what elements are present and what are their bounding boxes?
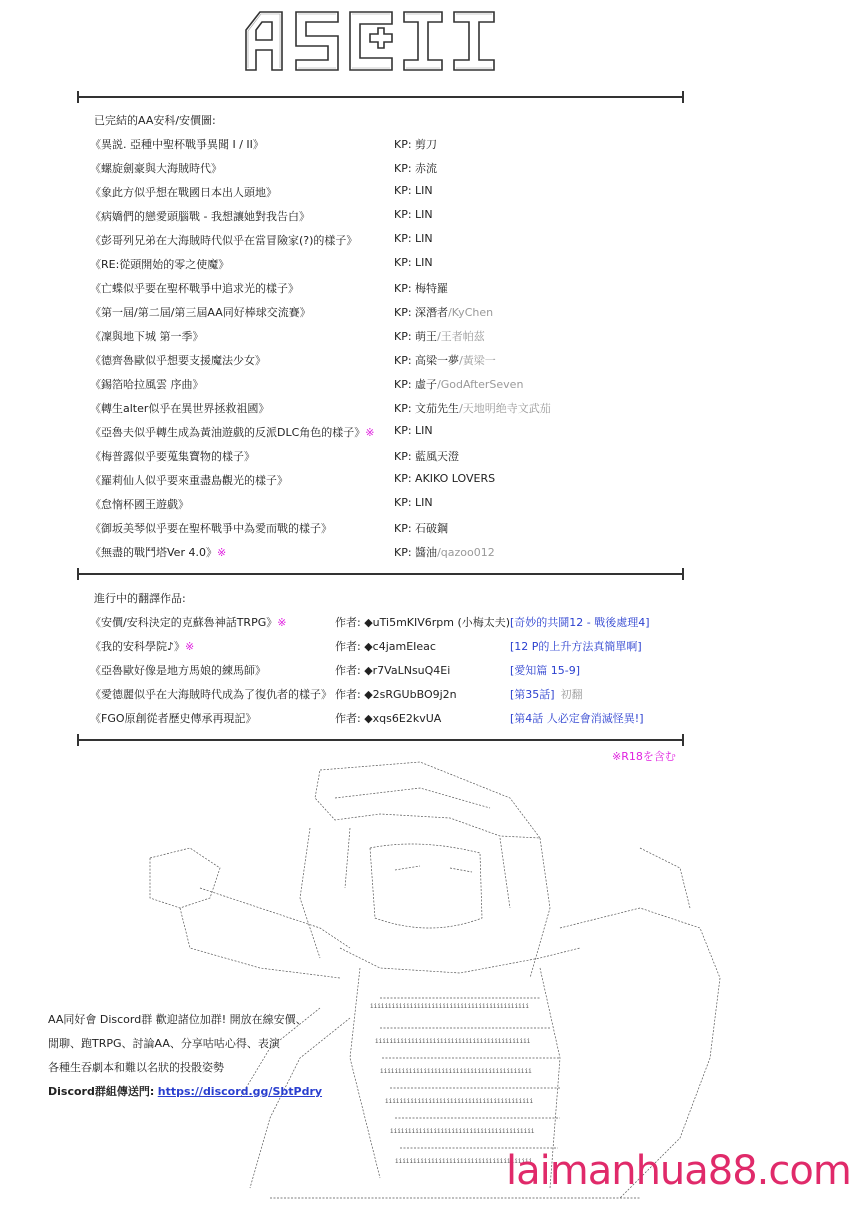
completed-item-kp-text: KP: 赤流: [394, 162, 438, 175]
completed-item-kp: [394, 496, 433, 509]
ongoing-item-title-text: 《亞魯歐好像是地方馬娘的練馬師》: [90, 664, 266, 677]
completed-item-kp: [394, 352, 496, 368]
completed-item-title: [90, 400, 269, 416]
completed-item-kp-text: KP: 石破鋼: [394, 522, 449, 535]
completed-item-kp: [394, 304, 493, 320]
divider-top: [77, 96, 684, 98]
watermark: laimanhua88.com: [506, 1148, 851, 1194]
completed-item-kp-text: KP: LIN: [394, 232, 433, 245]
completed-item-kp: [394, 232, 433, 245]
ongoing-item-title-text: 《安價/安科決定的克蘇魯神話TRPG》: [90, 616, 278, 629]
completed-item-kp-text: KP: LIN: [394, 496, 433, 509]
ongoing-item-title: [90, 686, 332, 702]
ongoing-item-chapter-extra: 初翻: [560, 688, 583, 701]
completed-item-kp-text: KP: LIN: [394, 424, 433, 437]
completed-item-kp-extra: /天地明绝寺文武茄: [459, 402, 551, 415]
completed-item-title-text: 《RE:從頭開始的零之使魔》: [90, 258, 230, 271]
ongoing-item-title: [90, 662, 266, 678]
completed-item-title-text: 《亡蝶似乎要在聖杯戰爭中追求光的樣子》: [90, 282, 299, 295]
completed-item-kp: [394, 328, 485, 344]
ascii-logo-graphic: [238, 6, 508, 76]
completed-item-title-text: 《亞魯夫似乎轉生成為黃油遊戲的反派DLC角色的樣子》: [90, 426, 366, 439]
discord-portal-label: Discord群組傳送門:: [48, 1085, 155, 1098]
ongoing-item-chapter-text[interactable]: [12 P的上升方法真簡單啊]: [510, 640, 642, 653]
ongoing-item-title-text: 《我的安科學院♪》: [90, 640, 186, 653]
completed-item-title: [90, 544, 226, 560]
completed-item-kp: [394, 448, 459, 464]
completed-item-title-text: 《異説. 亞種中聖杯戰爭異聞 I / II》: [90, 138, 264, 151]
completed-item-kp: [394, 400, 551, 416]
completed-item-kp-text: KP: 萌王: [394, 330, 438, 343]
ongoing-item-author: 作者: ◆uTi5mKIV6rpm (小梅太夫): [335, 616, 511, 629]
discord-line-3: 各種生吞劇本和難以名狀的投骰姿勢: [48, 1061, 224, 1074]
completed-item-kp-text: KP: 藍風天澄: [394, 450, 460, 463]
completed-item-kp-text: KP: AKIKO LOVERS: [394, 472, 496, 485]
ongoing-item-chapter-text[interactable]: [奇妙的共鬪12 - 戰後處理4]: [510, 616, 650, 629]
r18-mark: ※: [277, 616, 287, 629]
completed-item-title: [90, 232, 357, 248]
discord-portal: [48, 1080, 322, 1104]
ongoing-item-chapter-text[interactable]: [愛知篇 15-9]: [510, 664, 581, 677]
completed-item-kp-extra: /黃梁一: [459, 354, 496, 367]
completed-item-kp-text: KP: 梅特羅: [394, 282, 449, 295]
completed-item-kp: [394, 544, 495, 560]
completed-item-title: [90, 160, 222, 176]
discord-line-2: 閒聊、跑TRPG、討論AA、分享咕咕心得、表演: [48, 1037, 280, 1050]
completed-item-title-text: 《梅普露似乎要蒐集寶物的樣子》: [90, 450, 255, 463]
discord-link[interactable]: https://discord.gg/SbtPdry: [157, 1085, 323, 1098]
ongoing-item-chapter[interactable]: [510, 638, 642, 654]
ongoing-item-author: 作者: ◆xqs6E2kvUA: [335, 712, 442, 725]
completed-item-kp-extra: /KyChen: [448, 306, 494, 319]
completed-item-kp: [394, 256, 433, 269]
ascii-logo: [238, 6, 508, 76]
divider-bottom: [77, 739, 684, 741]
art-texture-2: iiiiiiiiiiiiiiiiiiiiiiiiiiiiiiiiiiiiiiiiiii: [375, 1038, 531, 1045]
completed-item-kp-text: KP: LIN: [394, 184, 433, 197]
art-texture-1: iiiiiiiiiiiiiiiiiiiiiiiiiiiiiiiiiiiiiiiiiiii: [370, 1003, 529, 1010]
completed-item-title-text: 《第一屆/第二屆/第三屆AA同好棒球交流賽》: [90, 306, 311, 319]
completed-item-title: [90, 448, 255, 464]
r18-mark: ※: [365, 426, 375, 439]
completed-item-kp-text: KP: LIN: [394, 208, 433, 221]
completed-item-kp-extra: /GodAfterSeven: [437, 378, 524, 391]
art-texture-5: iiiiiiiiiiiiiiiiiiiiiiiiiiiiiiiiiiiiiiii: [390, 1128, 535, 1135]
completed-item-title: [90, 352, 266, 368]
completed-item-title: [90, 472, 288, 488]
completed-item-title-text: 《德齊魯歐似乎想要支援魔法少女》: [90, 354, 266, 367]
completed-item-title: [90, 496, 189, 512]
completed-item-title-text: 《羅莉仙人似乎要來重盡島觀光的樣子》: [90, 474, 288, 487]
r18-mark: ※: [216, 546, 227, 559]
ongoing-item-title-text: 《愛德麗似乎在大海賊時代成為了復仇者的樣子》: [90, 688, 332, 701]
art-texture-6: iiiiiiiiiiiiiiiiiiiiiiiiiiiiiiiiiiiiii: [395, 1158, 533, 1165]
completed-item-kp: [394, 520, 448, 536]
completed-item-title-text: 《病嬌們的戀愛頭腦戰 - 我想讓她對我告白》: [90, 210, 310, 223]
discord-info: [48, 1008, 322, 1104]
completed-item-kp-text: KP: 醬油: [394, 546, 438, 559]
completed-item-kp-text: KP: LIN: [394, 256, 433, 269]
completed-item-kp: [394, 160, 437, 176]
completed-item-kp-text: KP: 剪刀: [394, 138, 438, 151]
art-texture-3: iiiiiiiiiiiiiiiiiiiiiiiiiiiiiiiiiiiiiiiiii: [380, 1068, 532, 1075]
ongoing-item-title: [90, 638, 194, 654]
ongoing-heading: 進行中的翻譯作品:: [94, 592, 186, 605]
ongoing-item-chapter-text[interactable]: [第4話 人必定會消滅怪異!]: [510, 712, 644, 725]
completed-item-kp: [394, 424, 433, 437]
ongoing-item-chapter[interactable]: [510, 710, 644, 726]
completed-item-title: [90, 208, 310, 224]
art-texture-4: iiiiiiiiiiiiiiiiiiiiiiiiiiiiiiiiiiiiiiiii: [385, 1098, 534, 1105]
completed-item-title-text: 《御坂美琴似乎要在聖杯戰爭中為愛而戰的樣子》: [90, 522, 332, 535]
completed-item-kp: [394, 280, 448, 296]
ongoing-item-title: [90, 614, 286, 630]
completed-item-title: [90, 424, 375, 440]
discord-line-1: AA同好會 Discord群 歡迎諸位加群! 開放在線安價、: [48, 1013, 307, 1026]
completed-item-title: [90, 184, 277, 200]
completed-item-kp: [394, 136, 437, 152]
ongoing-item-chapter[interactable]: [510, 662, 580, 678]
ongoing-item-author: 作者: ◆r7VaLNsuQ4Ei: [335, 664, 451, 677]
completed-item-title-text: 《凜與地下城 第一季》: [90, 330, 204, 343]
completed-item-kp: [394, 376, 523, 392]
completed-item-kp-text: KP: 文茄先生: [394, 402, 460, 415]
divider-middle: [77, 573, 684, 575]
ongoing-item-author: 作者: ◆c4jamEIeac: [335, 640, 436, 653]
completed-item-title: [90, 520, 332, 536]
completed-item-title-text: 《無盡的戰鬥塔Ver 4.0》: [90, 546, 217, 559]
completed-item-kp: [394, 472, 495, 485]
r18-note: ※R18を含む: [612, 750, 676, 763]
completed-item-kp: [394, 184, 433, 197]
completed-item-kp-extra: /王者帕茲: [437, 330, 485, 343]
completed-item-title: [90, 328, 204, 344]
completed-item-kp-text: KP: 虛子: [394, 378, 438, 391]
completed-item-title: [90, 280, 299, 296]
completed-item-title-text: 《錫箔哈拉風雲 序曲》: [90, 378, 204, 391]
ongoing-item-chapter[interactable]: [510, 686, 583, 702]
completed-item-title: [90, 256, 229, 272]
completed-item-kp-text: KP: 高梁一夢: [394, 354, 460, 367]
completed-item-title-text: 《象此方似乎想在戰國日本出人頭地》: [90, 186, 277, 199]
r18-mark: ※: [185, 640, 195, 653]
completed-item-title-text: 《轉生alter似乎在異世界拯救祖國》: [90, 402, 270, 415]
ongoing-item-title-text: 《FGO原創從者歷史傳承再現記》: [90, 712, 257, 725]
completed-item-kp: [394, 208, 433, 221]
completed-heading: 已完結的AA安科/安價圖:: [94, 114, 216, 127]
completed-item-title: [90, 136, 264, 152]
completed-item-title: [90, 304, 311, 320]
completed-item-kp-extra: /qazoo012: [437, 546, 495, 559]
ongoing-item-title: [90, 710, 257, 726]
completed-item-title-text: 《彭哥列兄弟在大海賊時代似乎在當冒險家(?)的樣子》: [90, 234, 358, 247]
completed-item-title-text: 《怠惰杯國王遊戲》: [90, 498, 189, 511]
completed-item-kp-text: KP: 深潛者: [394, 306, 449, 319]
ongoing-item-chapter-text[interactable]: [第35話]: [510, 688, 555, 701]
ongoing-item-chapter[interactable]: [510, 614, 650, 630]
completed-item-title: [90, 376, 204, 392]
completed-item-title-text: 《螺旋劍豪與大海賊時代》: [90, 162, 222, 175]
ongoing-item-author: 作者: ◆2sRGUbBO9j2n: [335, 688, 457, 701]
